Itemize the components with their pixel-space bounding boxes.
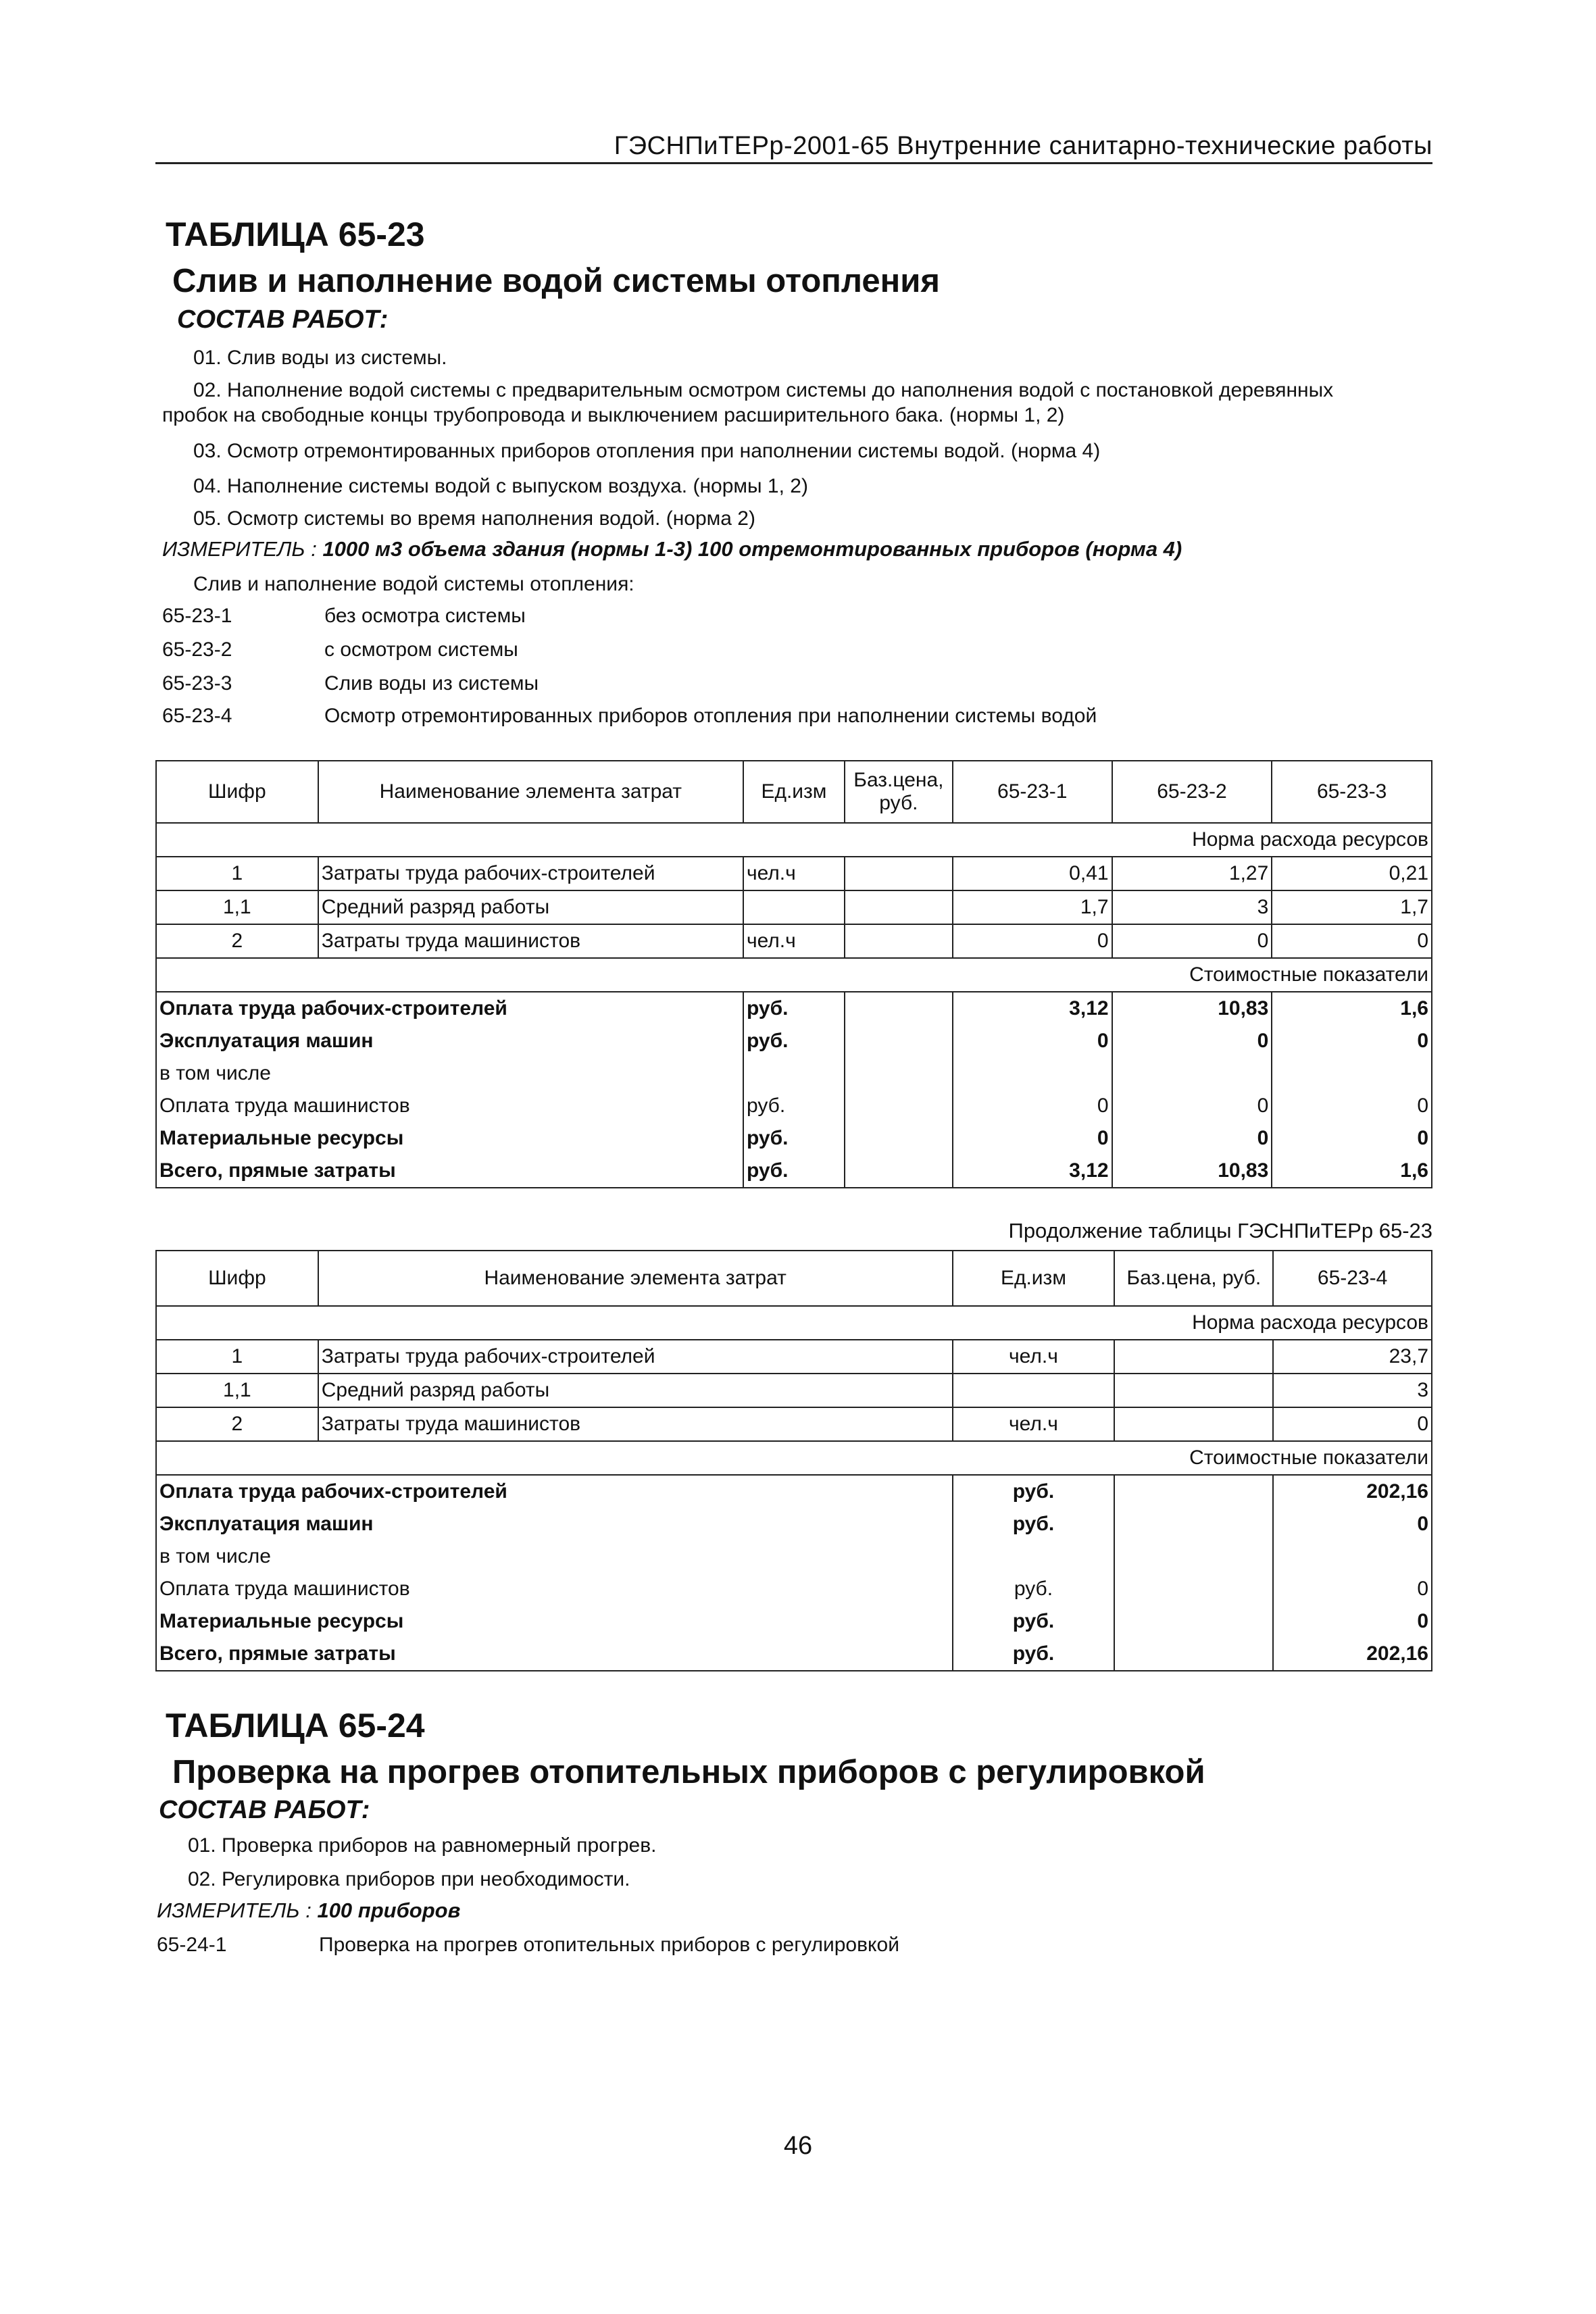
table-65-23-subtitle: Слив и наполнение водой системы отопления [172, 263, 940, 299]
table-row: 1,1 Средний разряд работы 3 [156, 1374, 1432, 1407]
table-row: 1,1 Средний разряд работы 1,7 3 1,7 [156, 890, 1432, 924]
code-item [162, 705, 1097, 728]
col-header-shifr: Шифр [156, 1251, 318, 1306]
code-item [157, 1934, 899, 1957]
col-header-name: Наименование элемента затрат [318, 1251, 953, 1306]
resource-table-65-23-4 [155, 1250, 1432, 1671]
work-item: 05. Осмотр системы во время наполнения водой. (норма 2) [193, 507, 755, 530]
work-composition-label: СОСТАВ РАБОТ: [177, 305, 389, 334]
page-number: 46 [783, 2132, 813, 2160]
col-header-65-23-3: 65-23-3 [1272, 761, 1432, 823]
section-norm: Норма расхода ресурсов [156, 1306, 1432, 1340]
header-rule [155, 162, 1432, 164]
table-row: 2 Затраты труда машинистов чел.ч 0 [156, 1407, 1432, 1441]
measure-unit [157, 1898, 460, 1923]
table-row: Эксплуатация машин руб. 0 [156, 1508, 1432, 1540]
col-header-shifr: Шифр [156, 761, 318, 823]
table-row: Материальные ресурсы руб. 0 0 0 [156, 1122, 1432, 1155]
work-item: пробок на свободные концы трубопровода и выключением расширительного бака. (нормы 1, 2) [162, 404, 1065, 426]
table-row: в том числе [156, 1540, 1432, 1573]
code-item [162, 672, 539, 695]
table-row: Эксплуатация машин руб. 0 0 0 [156, 1025, 1432, 1057]
col-header-65-23-1: 65-23-1 [953, 761, 1112, 823]
table-row: Оплата труда машинистов руб. 0 [156, 1573, 1432, 1605]
work-item: 03. Осмотр отремонтированных приборов отопления при наполнении системы водой. (норма 4) [193, 440, 1101, 462]
measure-unit [162, 537, 1182, 561]
table-65-23-title: ТАБЛИЦА 65-23 [166, 216, 425, 253]
col-header-unit: Ед.изм [953, 1251, 1115, 1306]
work-item: 02. Наполнение водой системы с предварительным осмотром системы до наполнения водой с постановкой деревянных [193, 379, 1334, 401]
table-row: Материальные ресурсы руб. 0 [156, 1605, 1432, 1638]
code-text: Слив воды из системы [324, 672, 539, 695]
code: 65-24-1 [157, 1934, 227, 1956]
table-row: Оплата труда машинистов руб. 0 0 0 [156, 1090, 1432, 1122]
measure-value: 1000 м3 объема здания (нормы 1-3) 100 отремонтированных приборов (норма 4) [322, 537, 1182, 561]
table-row: Оплата труда рабочих-строителей руб. 202,16 [156, 1475, 1432, 1508]
col-header-65-23-2: 65-23-2 [1112, 761, 1272, 823]
table-row: 1 Затраты труда рабочих-строителей чел.ч 0,41 1,27 0,21 [156, 857, 1432, 890]
col-header-price: Баз.цена, руб. [845, 761, 953, 823]
code: 65-23-2 [162, 638, 232, 661]
code-item [162, 605, 526, 628]
codes-intro: Слив и наполнение водой системы отопления: [193, 573, 634, 595]
table-row: Всего, прямые затраты руб. 3,12 10,83 1,6 [156, 1155, 1432, 1188]
code-text: Осмотр отремонтированных приборов отопления при наполнении системы водой [324, 705, 1097, 727]
measure-label: ИЗМЕРИТЕЛЬ : [162, 537, 317, 561]
section-cost: Стоимостные показатели [156, 958, 1432, 992]
code-text: с осмотром системы [324, 638, 518, 661]
table-row: 1 Затраты труда рабочих-строителей чел.ч 23,7 [156, 1340, 1432, 1374]
code-text: без осмотра системы [324, 605, 526, 627]
col-header-price: Баз.цена, руб. [1114, 1251, 1273, 1306]
col-header-65-23-4: 65-23-4 [1273, 1251, 1432, 1306]
work-item: 01. Проверка приборов на равномерный прогрев. [188, 1834, 657, 1857]
table-row: в том числе [156, 1057, 1432, 1090]
work-item: 01. Слив воды из системы. [193, 347, 447, 369]
col-header-name: Наименование элемента затрат [318, 761, 743, 823]
section-norm: Норма расхода ресурсов [156, 823, 1432, 857]
table-65-24-subtitle: Проверка на прогрев отопительных приборов с регулировкой [172, 1754, 1205, 1790]
table-row: Оплата труда рабочих-строителей руб. 3,12 10,83 1,6 [156, 992, 1432, 1025]
measure-label: ИЗМЕРИТЕЛЬ : [157, 1898, 311, 1922]
measure-value: 100 приборов [317, 1898, 461, 1922]
table-65-24-title: ТАБЛИЦА 65-24 [166, 1707, 425, 1744]
code-text: Проверка на прогрев отопительных приборов с регулировкой [319, 1934, 899, 1956]
work-item: 04. Наполнение системы водой с выпуском воздуха. (нормы 1, 2) [193, 475, 808, 497]
work-item: 02. Регулировка приборов при необходимости. [188, 1868, 630, 1890]
col-header-unit: Ед.изм [743, 761, 845, 823]
code: 65-23-4 [162, 705, 232, 727]
section-cost: Стоимостные показатели [156, 1441, 1432, 1475]
table-row: Всего, прямые затраты руб. 202,16 [156, 1638, 1432, 1671]
running-header: ГЭСНПиТЕРр-2001-65 Внутренние санитарно-технические работы [614, 132, 1432, 160]
resource-table-65-23 [155, 760, 1432, 1188]
table-continuation-note: Продолжение таблицы ГЭСНПиТЕРр 65-23 [1008, 1219, 1432, 1242]
code-item [162, 638, 518, 661]
work-composition-label: СОСТАВ РАБОТ: [159, 1796, 370, 1824]
code: 65-23-1 [162, 605, 232, 627]
table-row: 2 Затраты труда машинистов чел.ч 0 0 0 [156, 924, 1432, 958]
code: 65-23-3 [162, 672, 232, 695]
